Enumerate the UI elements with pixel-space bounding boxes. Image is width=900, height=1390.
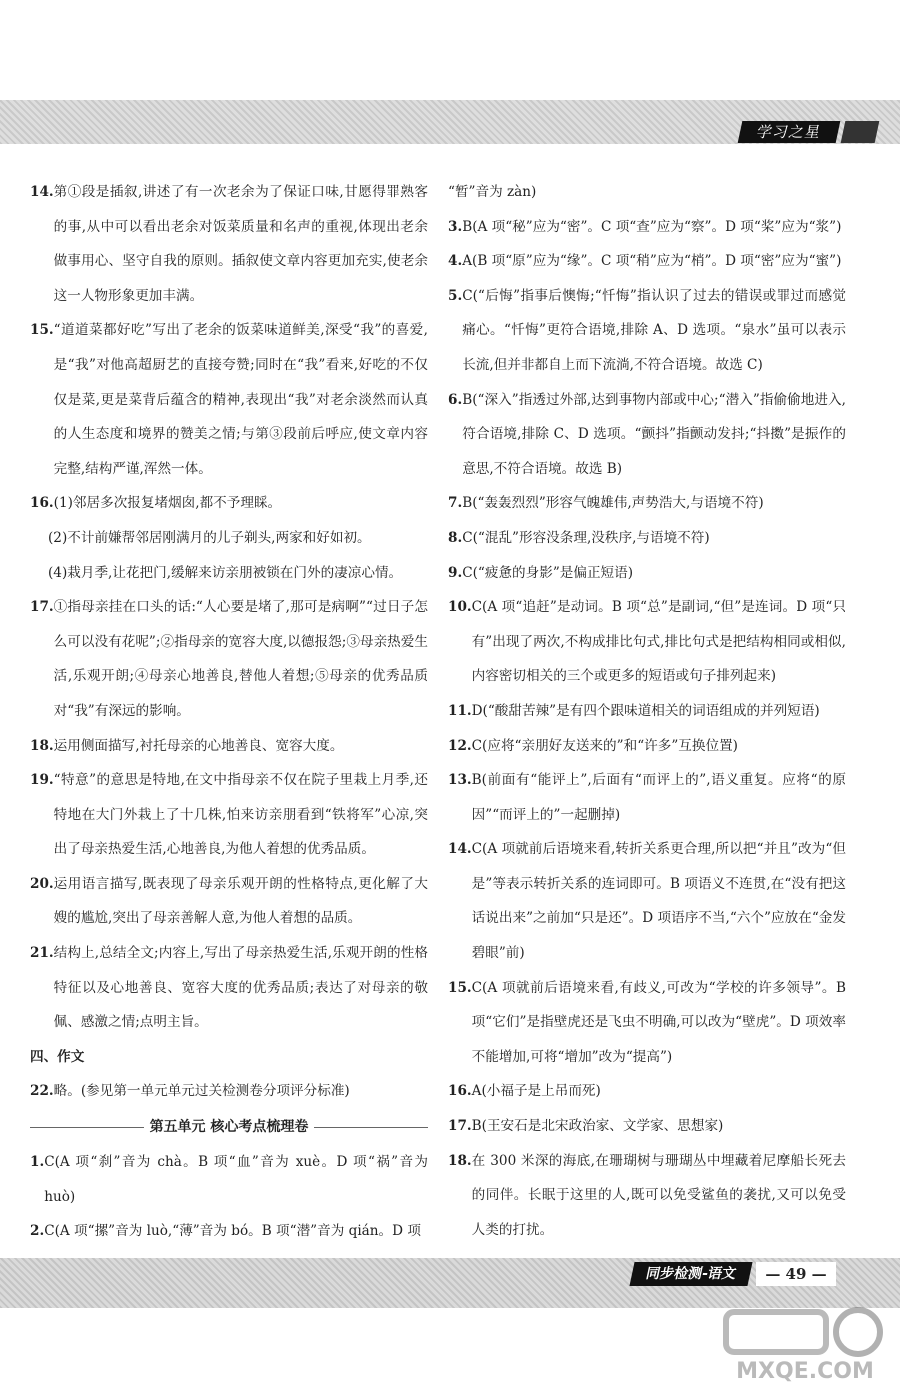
answer-item <box>30 175 428 313</box>
answer-item <box>448 832 846 970</box>
answer-number: 18. <box>30 737 54 754</box>
answer-number: 1. <box>30 1154 45 1171</box>
answer-text: “道道菜都好吃”写出了老余的饭菜味道鲜美,深受“我”的喜爱,是“我”对他高超厨艺的直接夸赞;同时在“我”看来,好吃的不仅仅是菜,更是菜背后蕴含的精神,表现出“我”对老余淡然而认真的人生态度和境界的赞美之情;与第③段前后呼应,使文章内容完整,结构严谨,浑然一体。 <box>53 322 428 477</box>
answer-item <box>448 971 846 1075</box>
answer-number: 17. <box>448 1118 472 1135</box>
answer-item <box>448 279 846 383</box>
answer-number: 15. <box>30 322 54 339</box>
answer-item <box>30 486 428 521</box>
answer-item <box>30 1145 428 1214</box>
answer-number: 20. <box>30 875 54 892</box>
answer-text: ①指母亲挂在口头的话:“人心要是堵了,那可是病啊”“过日子怎么可以没有花呢”;②指母亲的宽容大度,以德报怨;③母亲热爱生活,乐观开朗;④母亲心地善良,替他人着想;⑤母亲的优秀品质对“我”有深远的影响。 <box>53 599 428 719</box>
divider-line <box>314 1127 428 1128</box>
section-divider <box>30 1117 428 1137</box>
answer-item <box>448 1074 846 1109</box>
answer-number: 9. <box>448 564 463 581</box>
answer-item <box>448 556 846 591</box>
answer-item <box>448 1144 846 1248</box>
answer-item <box>448 763 846 832</box>
answer-text: 在 300 米深的海底,在珊瑚树与珊瑚丛中埋藏着尼摩船长死去的同伴。长眠于这里的人,既可以免受鲨鱼的袭扰,又可以免受人类的打扰。 <box>471 1152 846 1238</box>
answer-text: 运用侧面描写,衬托母亲的心地善良、宽容大度。 <box>53 737 344 754</box>
answer-text: 略。(参见第一单元单元过关检测卷分项评分标准) <box>53 1083 350 1100</box>
answer-item <box>30 1214 428 1249</box>
answer-line: “暂”音为 zàn) <box>448 184 537 200</box>
answer-item <box>448 590 846 694</box>
answer-text: C(A 项就前后语境来看,转折关系更合理,所以把“并且”改为“但是”等表示转折关系的连词即可。B 项语义不连贯,在“没有把这话说出来”之前加“只是还”。D 项语序不当,“六个”应放在“金发碧眼”前) <box>471 841 846 962</box>
answer-number: 13. <box>448 772 472 789</box>
answer-item <box>30 936 428 1040</box>
answer-text: C(A 项“刹”音为 chà。B 项“血”音为 xuè。D 项“祸”音为 huò) <box>44 1154 428 1205</box>
answer-item <box>30 763 428 867</box>
answer-number: 6. <box>448 391 463 408</box>
answer-number: 4. <box>448 253 463 270</box>
answer-text: 结构上,总结全文;内容上,写出了母亲热爱生活,乐观开朗的性格特征以及心地善良、宽容大度的优秀品质;表达了对母亲的敬佩、感激之情;点明主旨。 <box>53 945 428 1031</box>
answer-text: C(A 项“追赶”是动词。B 项“总”是副词,“但”是连词。D 项“只有”出现了两次,不构成排比句式,排比句式是把结构相同或相似,内容密切相关的三个或更多的短语或句子排列起来) <box>471 599 846 685</box>
answer-item <box>30 867 428 936</box>
answer-number: 7. <box>448 495 463 512</box>
answer-text: B(前面有“能评上”,后面有“而评上的”,语义重复。应将“的原因”“而评上的”一起删掉) <box>471 772 846 823</box>
answer-text: C(“疲惫的身影”是偏正短语) <box>462 564 634 581</box>
answer-item <box>448 244 846 279</box>
answer-number: 21. <box>30 945 54 962</box>
answer-number: 19. <box>30 772 54 789</box>
answer-text: C(A 项就前后语境来看,有歧义,可改为“学校的许多领导”。B 项“它们”是指壁虎还是飞虫不明确,可以改为“壁虎”。D 项效率不能增加,可将“增加”改为“提高”) <box>471 979 846 1065</box>
answer-number: 2. <box>30 1223 45 1240</box>
answer-text: B(A 项“秘”应为“密”。C 项“查”应为“察”。D 项“桨”应为“浆”) <box>462 218 842 235</box>
answer-number: 16. <box>448 1083 472 1100</box>
answer-number: 14. <box>30 184 54 200</box>
answer-number: 11. <box>448 702 472 719</box>
answer-line: (4)栽月季,让花把门,缓解来访亲朋被锁在门外的凄凉心情。 <box>48 564 403 581</box>
answer-item <box>30 729 428 764</box>
brand-label: 学习之星 <box>738 121 841 143</box>
answer-item <box>448 729 846 764</box>
answer-text: (1)邻居多次报复堵烟囱,都不予理睬。 <box>53 495 282 512</box>
answer-item <box>30 313 428 486</box>
answer-number: 3. <box>448 218 463 235</box>
answer-text: 运用语言描写,既表现了母亲乐观开朗的性格特点,更化解了大嫂的尴尬,突出了母亲善解人意,为他人着想的品质。 <box>53 875 428 927</box>
divider-line <box>30 1127 144 1128</box>
answer-text: A(B 项“原”应为“缘”。C 项“稍”应为“梢”。D 项“密”应为“蜜”) <box>462 253 842 270</box>
answer-text: D(“酸甜苦辣”是有四个跟味道相关的词语组成的并列短语) <box>471 702 820 719</box>
answer-number: 10. <box>448 599 472 616</box>
section-title: 第五单元 核心考点梳理卷 <box>149 1118 309 1135</box>
answer-text: C(A 项“摞”音为 luò,“薄”音为 bó。B 项“潜”音为 qián。D 项 <box>44 1223 421 1240</box>
answer-text: B(“深入”指透过外部,达到事物内部或中心;“潜入”指偷偷地进入,符合语境,排除 C、D 选项。“颤抖”指颤动发抖;“抖擞”是振作的意思,不符合语境。故选 B) <box>462 391 846 477</box>
answer-number: 8. <box>448 529 463 546</box>
left-column <box>30 175 428 1249</box>
answer-text: B(王安石是北宋政治家、文学家、思想家) <box>471 1118 724 1135</box>
answer-number: 5. <box>448 287 463 304</box>
answer-item <box>448 486 846 521</box>
answer-number: 22. <box>30 1083 54 1100</box>
answer-item <box>448 694 846 729</box>
answer-text: A(小福子是上吊而死) <box>471 1083 601 1100</box>
answer-line: (2)不计前嫌帮邻居刚满月的儿子剃头,两家和好如初。 <box>48 529 371 546</box>
answer-item <box>30 590 428 728</box>
answer-text: C(“后悔”指事后懊悔;“忏悔”指认识了过去的错误或罪过而感觉痛心。“忏悔”更符合语境,排除 A、D 选项。“泉水”虽可以表示长流,但并非都自上而下流淌,不符合语境。故选 C) <box>462 287 846 373</box>
answer-number: 17. <box>30 599 54 616</box>
answer-text: C(“混乱”形容没条理,没秩序,与语境不符) <box>462 529 710 546</box>
answer-item <box>448 521 846 556</box>
answer-item <box>448 1109 846 1144</box>
answer-text: B(“轰轰烈烈”形容气魄雄伟,声势浩大,与语境不符) <box>462 495 764 512</box>
answer-number: 14. <box>448 841 472 858</box>
answer-text: 第①段是插叙,讲述了有一次老余为了保证口味,甘愿得罪熟客的事,从中可以看出老余对饭菜质量和名声的重视,体现出老余做事用心、坚守自我的原则。插叙使文章内容更加充实,使老余这一人物形象更加丰满。 <box>53 184 428 304</box>
answer-item <box>30 1074 428 1109</box>
answer-number: 12. <box>448 737 472 754</box>
answer-item <box>448 210 846 245</box>
right-column <box>448 175 846 1247</box>
watermark-text: MXQE.COM <box>736 1359 874 1384</box>
page-number: — 49 — <box>756 1262 836 1286</box>
brand-accent <box>841 121 880 143</box>
watermark-logo-icon <box>720 1306 890 1384</box>
answer-number: 16. <box>30 495 54 512</box>
section-heading: 四、作文 <box>30 1048 85 1065</box>
answer-number: 15. <box>448 979 472 996</box>
footer-label: 同步检测-语文 <box>629 1262 752 1286</box>
answer-text: “特意”的意思是特地,在文中指母亲不仅在院子里栽上月季,还特地在大门外栽上了十几株,怕来访亲朋看到“铁将军”心凉,突出了母亲热爱生活,心地善良,为他人着想的优秀品质。 <box>53 772 428 858</box>
answer-text: C(应将“亲朋好友送来的”和“许多”互换位置) <box>471 737 738 754</box>
answer-number: 18. <box>448 1152 472 1169</box>
answer-item <box>448 383 846 487</box>
